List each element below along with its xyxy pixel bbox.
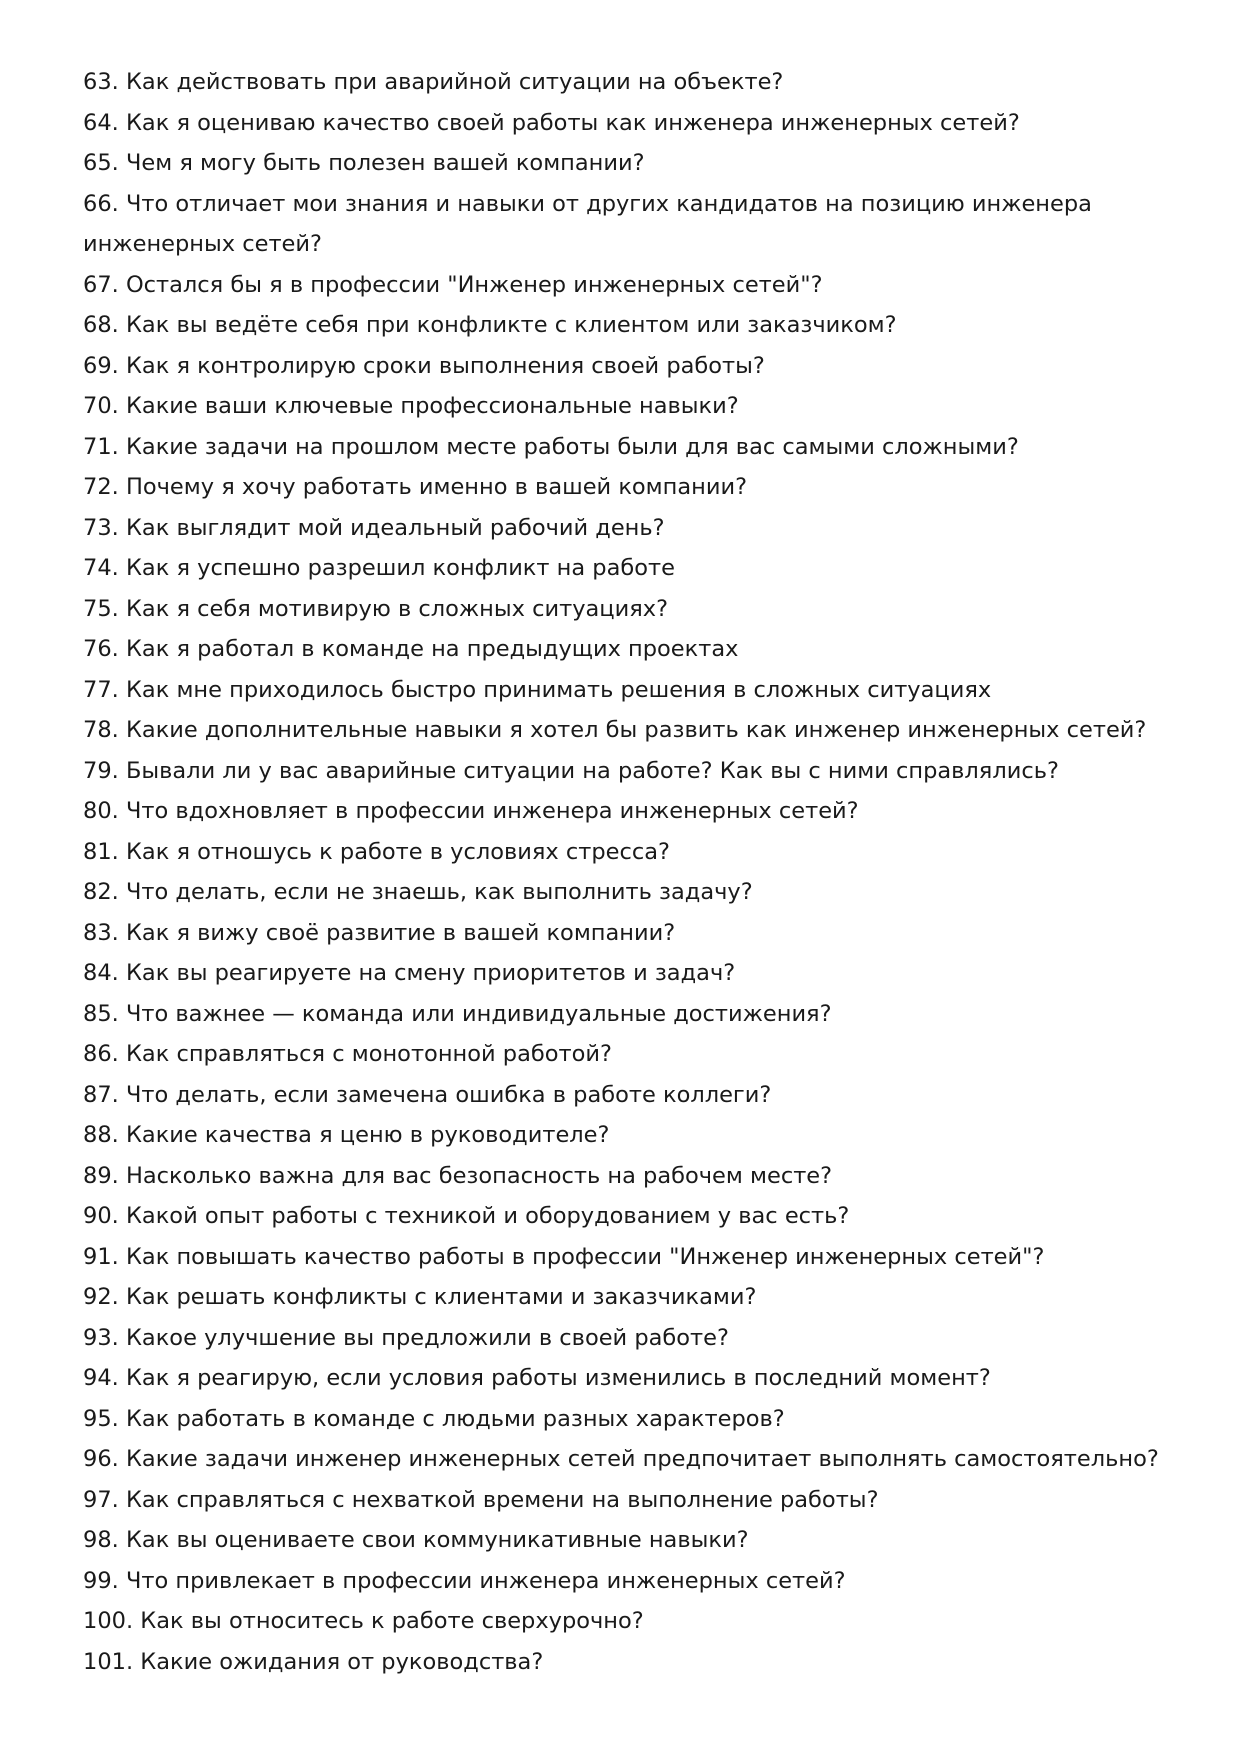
question-number: 95. [83,1405,119,1432]
question-text: Почему я хочу работать именно в вашей компании? [125,474,748,500]
question-item [83,1642,1163,1683]
question-item [83,629,1163,670]
question-item [83,589,1163,630]
question-item [83,1358,1163,1399]
question-text: Как мне приходилось быстро принимать решения в сложных ситуациях [125,676,992,703]
question-number: 82. [83,879,119,905]
question-text: Как я контролирую сроки выполнения своей работы? [125,352,765,379]
question-text: Что делать, если не знаешь, как выполнить задачу? [125,879,753,905]
question-text: Как действовать при аварийной ситуации на объекте? [125,69,784,95]
question-item [83,1399,1163,1440]
question-item [83,1318,1163,1359]
question-text: Что делать, если замечена ошибка в работе коллеги? [125,1081,772,1108]
question-text: Как вы относитесь к работе сверхурочно? [140,1608,644,1634]
question-item [83,872,1163,913]
question-text: Как я реагирую, если условия работы изменились в последний момент? [125,1365,991,1391]
question-number: 77. [83,676,119,703]
question-text: Как я себя мотивирую в сложных ситуациях? [125,595,669,622]
question-number: 79. [83,757,119,784]
question-number: 100. [83,1608,134,1634]
question-number: 83. [83,919,119,946]
question-text: Как решать конфликты с клиентами и заказчиками? [125,1284,757,1310]
question-item [83,953,1163,994]
question-item [83,1520,1163,1561]
question-number: 89. [83,1162,119,1189]
question-text: Как я успешно разрешил конфликт на работе [125,555,675,581]
question-text: Что отличает мои знания и навыки от других кандидатов на позицию инженера инженерных сетей? [83,190,1092,257]
question-number: 96. [83,1446,119,1472]
question-item [83,508,1163,549]
question-text: Что привлекает в профессии инженера инженерных сетей? [125,1567,846,1594]
question-item [83,994,1163,1035]
question-item [83,1196,1163,1237]
question-item [83,1480,1163,1521]
question-number: 68. [83,312,119,338]
question-text: Остался бы я в профессии "Инженер инженерных сетей"? [125,271,823,298]
question-number: 70. [83,393,119,419]
question-number: 64. [83,109,119,136]
question-number: 91. [83,1243,119,1270]
question-item [83,1115,1163,1156]
question-item [83,62,1163,103]
question-text: Как выглядит мой идеальный рабочий день? [125,514,665,541]
question-text: Как я отношусь к работе в условиях стресса? [125,838,670,865]
question-text: Насколько важна для вас безопасность на рабочем месте? [125,1162,833,1189]
question-number: 76. [83,636,119,662]
question-text: Как я вижу своё развитие в вашей компании? [125,919,676,946]
question-number: 74. [83,555,119,581]
question-number: 94. [83,1365,119,1391]
question-item [83,791,1163,832]
question-number: 67. [83,271,119,298]
question-item [83,1601,1163,1642]
question-number: 81. [83,838,119,865]
question-text: Как я работал в команде на предыдущих проектах [125,636,739,662]
question-item [83,265,1163,306]
question-text: Какие ожидания от руководства? [140,1648,544,1675]
question-text: Как вы реагируете на смену приоритетов и задач? [125,960,736,986]
question-number: 80. [83,798,119,824]
question-item [83,103,1163,144]
question-text: Как вы оцениваете свои коммуникативные навыки? [125,1527,749,1553]
question-item [83,467,1163,508]
question-text: Какие ваши ключевые профессиональные навыки? [125,393,739,419]
question-number: 72. [83,474,119,500]
question-text: Какое улучшение вы предложили в своей работе? [125,1324,729,1351]
question-number: 101. [83,1648,134,1675]
question-number: 73. [83,514,119,541]
question-item [83,1034,1163,1075]
question-text: Как вы ведёте себя при конфликте с клиентом или заказчиком? [125,312,897,338]
question-text: Что важнее — команда или индивидуальные достижения? [125,1000,832,1027]
question-number: 87. [83,1081,119,1108]
question-number: 90. [83,1203,119,1229]
question-text: Какие задачи на прошлом месте работы были для вас самыми сложными? [125,433,1019,460]
question-item [83,710,1163,751]
question-number: 65. [83,150,119,176]
question-item [83,670,1163,711]
question-number: 78. [83,717,119,743]
question-item [83,1277,1163,1318]
question-item [83,143,1163,184]
question-number: 85. [83,1000,119,1027]
question-number: 63. [83,69,119,95]
question-text: Что вдохновляет в профессии инженера инженерных сетей? [125,798,859,824]
question-number: 88. [83,1122,119,1148]
question-number: 66. [83,190,119,217]
question-item [83,1156,1163,1197]
question-text: Бывали ли у вас аварийные ситуации на работе? Как вы с ними справлялись? [125,757,1059,784]
question-number: 93. [83,1324,119,1351]
question-item [83,386,1163,427]
question-item [83,1439,1163,1480]
question-item [83,1561,1163,1602]
question-item [83,913,1163,954]
question-item [83,346,1163,387]
question-item [83,427,1163,468]
question-text: Чем я могу быть полезен вашей компании? [125,150,645,176]
question-list [83,62,1163,1682]
question-item [83,832,1163,873]
question-number: 86. [83,1041,119,1067]
question-text: Как работать в команде с людьми разных характеров? [125,1405,785,1432]
question-text: Как повышать качество работы в профессии "Инженер инженерных сетей"? [125,1243,1045,1270]
question-text: Какие качества я ценю в руководителе? [125,1122,610,1148]
question-text: Какие дополнительные навыки я хотел бы развить как инженер инженерных сетей? [125,717,1147,743]
question-item [83,1237,1163,1278]
question-text: Какие задачи инженер инженерных сетей предпочитает выполнять самостоятельно? [125,1446,1159,1472]
question-item [83,548,1163,589]
question-item [83,751,1163,792]
question-number: 69. [83,352,119,379]
question-text: Как справляться с нехваткой времени на выполнение работы? [125,1486,879,1513]
question-text: Какой опыт работы с техникой и оборудованием у вас есть? [125,1203,850,1229]
question-text: Как я оцениваю качество своей работы как инженера инженерных сетей? [125,109,1020,136]
question-text: Как справляться с монотонной работой? [125,1041,612,1067]
question-item [83,1075,1163,1116]
question-number: 98. [83,1527,119,1553]
question-item [83,305,1163,346]
question-number: 71. [83,433,119,460]
question-number: 97. [83,1486,119,1513]
question-number: 99. [83,1567,119,1594]
question-item [83,184,1163,265]
question-number: 75. [83,595,119,622]
question-number: 92. [83,1284,119,1310]
question-number: 84. [83,960,119,986]
